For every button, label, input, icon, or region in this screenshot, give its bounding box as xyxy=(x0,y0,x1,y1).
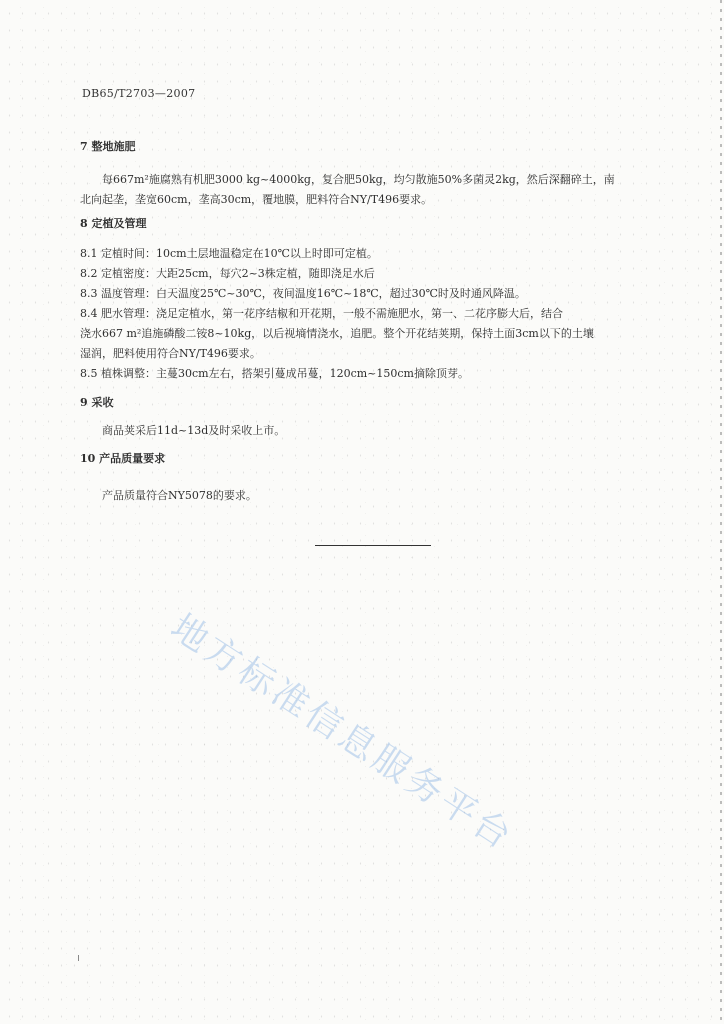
section-7-heading: 7 整地施肥 xyxy=(80,140,136,153)
clause-8-1: 8.1 定植时间：10cm土层地温稳定在10℃以上时即可定植。 xyxy=(80,247,378,260)
clause-8-4-line-1: 8.4 肥水管理：浇足定植水，第一花序结椒和开花期，一般不需施肥水，第一、二花序膨大后，结合 xyxy=(80,307,563,320)
clause-8-3: 8.3 温度管理：白天温度25℃~30℃，夜间温度16℃~18℃，超过30℃时及时通风降温。 xyxy=(80,287,526,300)
section-7-paragraph-line-2: 北向起垄，垄宽60cm，垄高30cm，覆地膜，肥料符合NY/T496要求。 xyxy=(80,193,433,206)
end-separator-rule xyxy=(315,545,431,546)
scan-edge-marks xyxy=(720,0,722,1024)
footer-tick-mark xyxy=(78,955,85,961)
standard-code: DB65/T2703—2007 xyxy=(82,87,196,100)
section-9-paragraph: 商品荚采后11d~13d及时采收上市。 xyxy=(102,424,286,437)
clause-8-2: 8.2 定植密度：大距25cm，每穴2~3株定植，随即浇足水后 xyxy=(80,267,375,280)
section-10-heading: 10 产品质量要求 xyxy=(80,452,166,465)
section-10-paragraph: 产品质量符合NY5078的要求。 xyxy=(102,489,257,502)
clause-8-5: 8.5 植株调整：主蔓30cm左右，搭架引蔓成吊蔓，120cm~150cm摘除顶芽。 xyxy=(80,367,469,380)
section-9-heading: 9 采收 xyxy=(80,396,114,409)
section-7-paragraph-line-1: 每667m²施腐熟有机肥3000 kg~4000kg，复合肥50kg，均匀散施50%多菌灵2kg，然后深翻碎土，南 xyxy=(102,173,615,186)
section-8-heading: 8 定植及管理 xyxy=(80,217,147,230)
clause-8-4-line-2: 浇水667 m²追施磷酸二铵8~10kg，以后视墒情浇水，追肥。整个开花结荚期，保持土面3cm以下的土壤 xyxy=(80,327,594,340)
clause-8-4-line-3: 湿润，肥料使用符合NY/T496要求。 xyxy=(80,347,261,360)
watermark-text: 地方标准信息服务平台 xyxy=(163,606,522,859)
